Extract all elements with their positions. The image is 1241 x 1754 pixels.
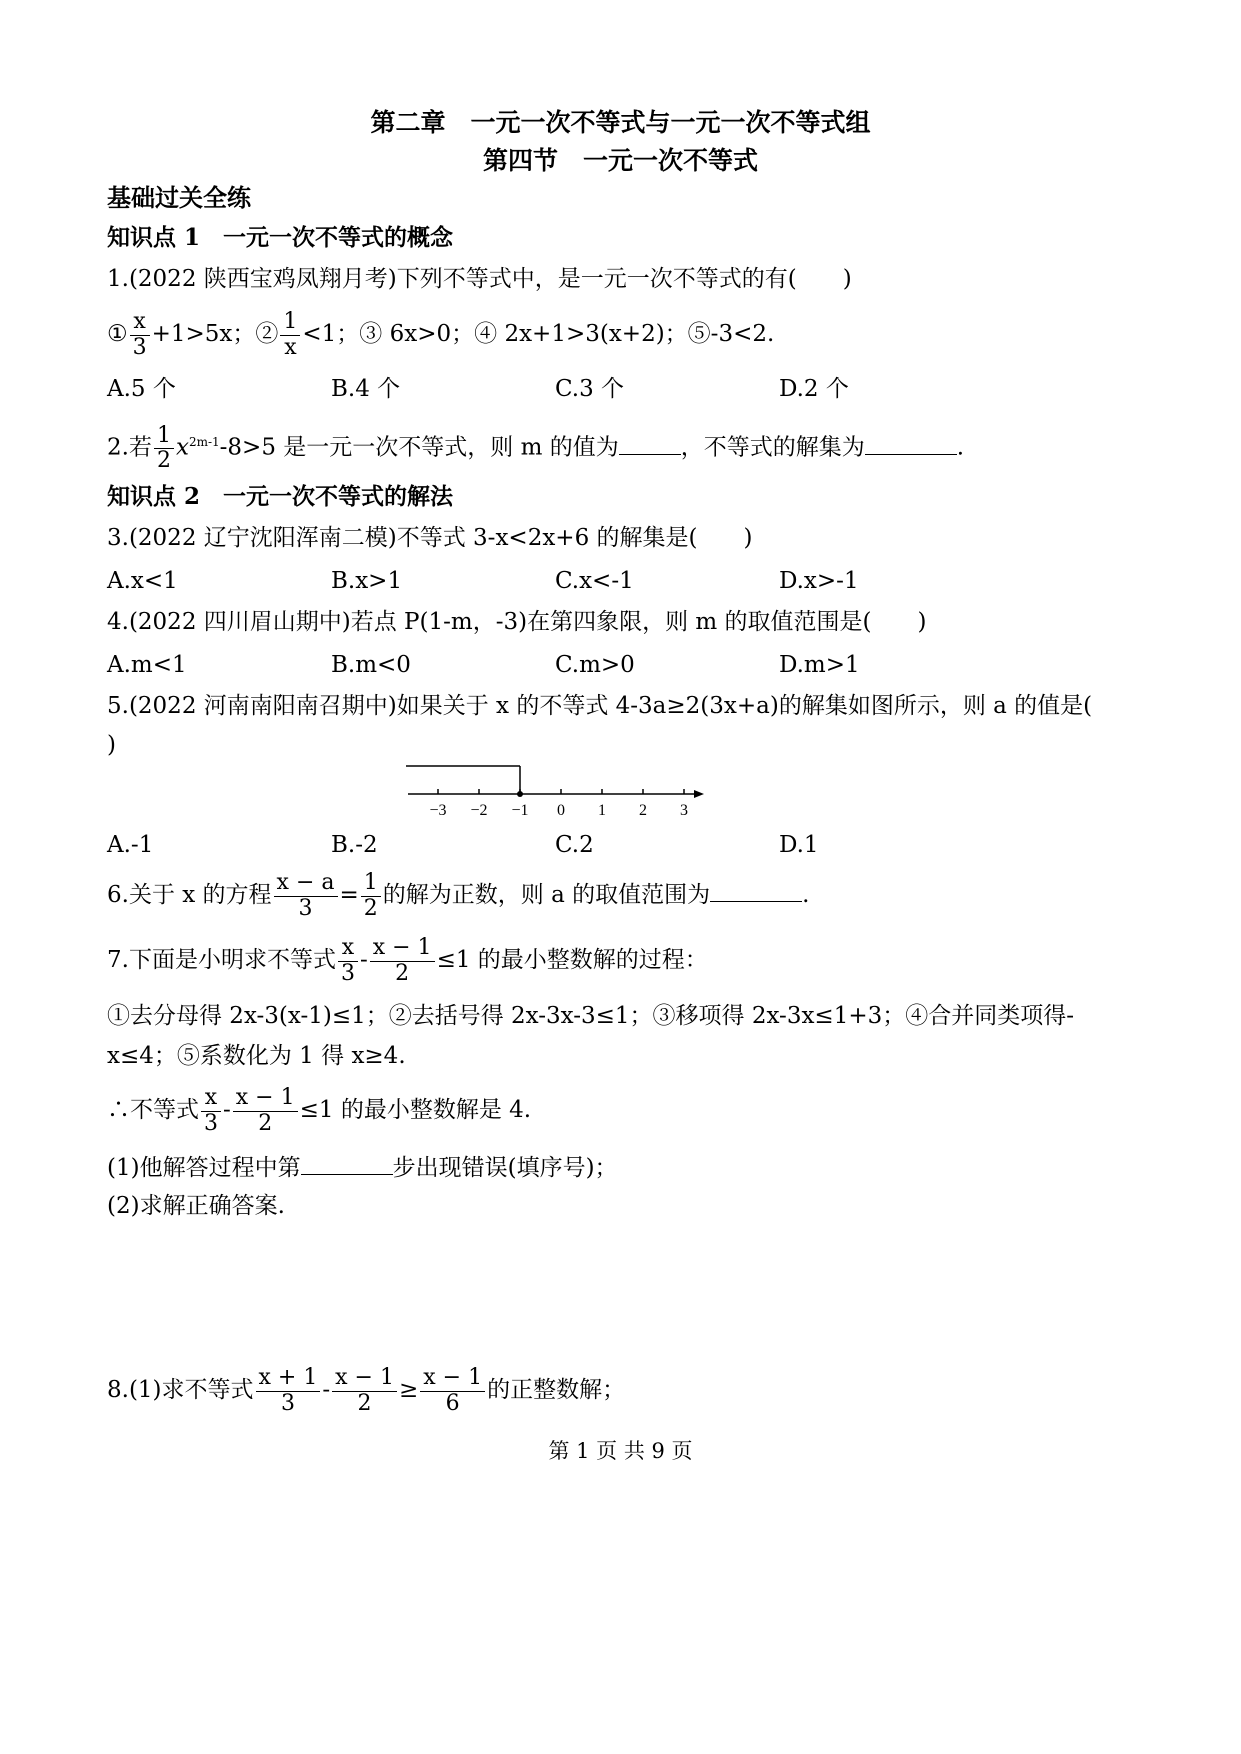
q2: 2.若 $\frac{1}{2}$ $x^{2m-1}-8>5$ 是一元一次不等式，则 m 的值为 ，不等式的解集为 . [107, 422, 965, 474]
q1-frac-2: $\frac{1}{x}$ [280, 310, 300, 359]
tick-label: 1 [598, 802, 606, 819]
q8-frac-3: $\frac{x - 1}{6}$ [420, 1366, 485, 1415]
knowledge-point-1: 知识点 1 一元一次不等式的概念 [107, 224, 454, 251]
q1-circle-1: ① [107, 321, 128, 347]
q4-option-a: A.m<1 [107, 652, 187, 678]
q1-option-b: B.4 个 [331, 376, 401, 402]
tick-label: −1 [511, 802, 529, 819]
q5-option-d: D.1 [779, 832, 819, 858]
q7-conclusion: ∴不等式 $\frac{x}{3}$ - $\frac{x - 1}{2}$ ≤1 的最小整数解是 4. [107, 1085, 532, 1136]
q4-option-d: D.m>1 [779, 652, 860, 678]
q5-option-a: A.-1 [107, 832, 154, 858]
q4-stem: 4.(2022 四川眉山期中)若点 P(1-m，-3)在第四象限，则 m 的取值范围是( ) [107, 609, 927, 635]
q2-frac: $\frac{1}{2}$ [154, 424, 174, 473]
q1-text-1: +1>5x；② [151, 321, 279, 347]
q5-option-c: C.2 [555, 832, 594, 858]
tick-label: −3 [429, 802, 447, 819]
q3-option-b: B.x>1 [331, 568, 403, 594]
q6-frac-1: $\frac{x - a}{3}$ [274, 871, 338, 920]
q1-stem: 1.(2022 陕西宝鸡凤翔月考)下列不等式中，是一元一次不等式的有( ) [107, 266, 852, 292]
q4-option-b: B.m<0 [331, 652, 411, 678]
q8-frac-1: $\frac{x + 1}{3}$ [256, 1366, 321, 1415]
q6-blank[interactable] [710, 879, 802, 902]
page-footer: 第 1 页 共 9 页 [548, 1439, 693, 1463]
q1-frac-1: $\frac{x}{3}$ [130, 310, 150, 359]
q1-option-d: D.2 个 [779, 376, 849, 402]
q2-blank-m[interactable] [619, 432, 681, 455]
q5-stem: 5.(2022 河南南阳南召期中)如果关于 x 的不等式 4-3a≥2(3x+a)的解集如图所示，则 a 的值是( [107, 693, 1093, 719]
q7-concl-frac-1: $\frac{x}{3}$ [201, 1086, 221, 1135]
q5-option-b: B.-2 [331, 832, 378, 858]
q6: 6.关于 x 的方程 $\frac{x - a}{3}$ = $\frac{1}{2}$ 的解为正数，则 a 的取值范围为 . [107, 870, 810, 921]
q7-frac-1: $\frac{x}{3}$ [338, 936, 358, 985]
section-title: 第四节 一元一次不等式 [482, 146, 758, 175]
q7-stem: 7.下面是小明求不等式 $\frac{x}{3}$ - $\frac{x - 1}{2}$ ≤1 的最小整数解的过程： [107, 935, 708, 986]
q3-option-c: C.x<-1 [555, 568, 634, 594]
q1-text-2: <1；③ 6x>0；④ 2x+1>3(x+2)；⑤-3<2. [302, 321, 775, 347]
chapter-title: 第二章 一元一次不等式与一元一次不等式组 [370, 108, 871, 137]
tick-label: 0 [557, 802, 565, 819]
q7-sub-1: (1)他解答过程中第 步出现错误(填序号)； [107, 1152, 618, 1180]
q5-stem-close: ) [107, 732, 116, 758]
q6-frac-2: $\frac{1}{2}$ [361, 871, 381, 920]
q7-frac-2: $\frac{x - 1}{2}$ [370, 936, 435, 985]
q8-frac-2: $\frac{x - 1}{2}$ [332, 1366, 397, 1415]
axis-arrow-icon [694, 790, 704, 798]
tick-label: 3 [680, 802, 688, 819]
knowledge-point-2: 知识点 2 一元一次不等式的解法 [107, 483, 454, 510]
q7-blank-step[interactable] [301, 1152, 393, 1175]
q3-stem: 3.(2022 辽宁沈阳浑南二模)不等式 3-x<2x+6 的解集是( ) [107, 525, 753, 551]
q7-concl-frac-2: $\frac{x - 1}{2}$ [233, 1086, 298, 1135]
q1-option-c: C.3 个 [555, 376, 625, 402]
q1-option-a: A.5 个 [107, 376, 176, 402]
tick-label: 2 [639, 802, 647, 819]
tick-label: −2 [470, 802, 488, 819]
q2-blank-solution[interactable] [865, 432, 957, 455]
q7-sub-2: (2)求解正确答案. [107, 1193, 285, 1219]
practice-title: 基础过关全练 [107, 183, 251, 212]
q3-option-a: A.x<1 [107, 568, 178, 594]
q7-steps-line-1: ①去分母得 2x-3(x-1)≤1；②去括号得 2x-3x-3≤1；③移项得 2x-3x≤1+3；④合并同类项得- [107, 1003, 1074, 1029]
q8-stem: 8.(1)求不等式 $\frac{x + 1}{3}$ - $\frac{x - 1}{2}$ ≥ $\frac{x - 1}{6}$ 的正整数解； [107, 1365, 626, 1416]
q5-number-line [400, 758, 710, 820]
q3-option-d: D.x>-1 [779, 568, 859, 594]
q1-items [107, 310, 774, 360]
q4-option-c: C.m>0 [555, 652, 635, 678]
q7-steps-line-2: x≤4；⑤系数化为 1 得 x≥4. [107, 1043, 406, 1069]
